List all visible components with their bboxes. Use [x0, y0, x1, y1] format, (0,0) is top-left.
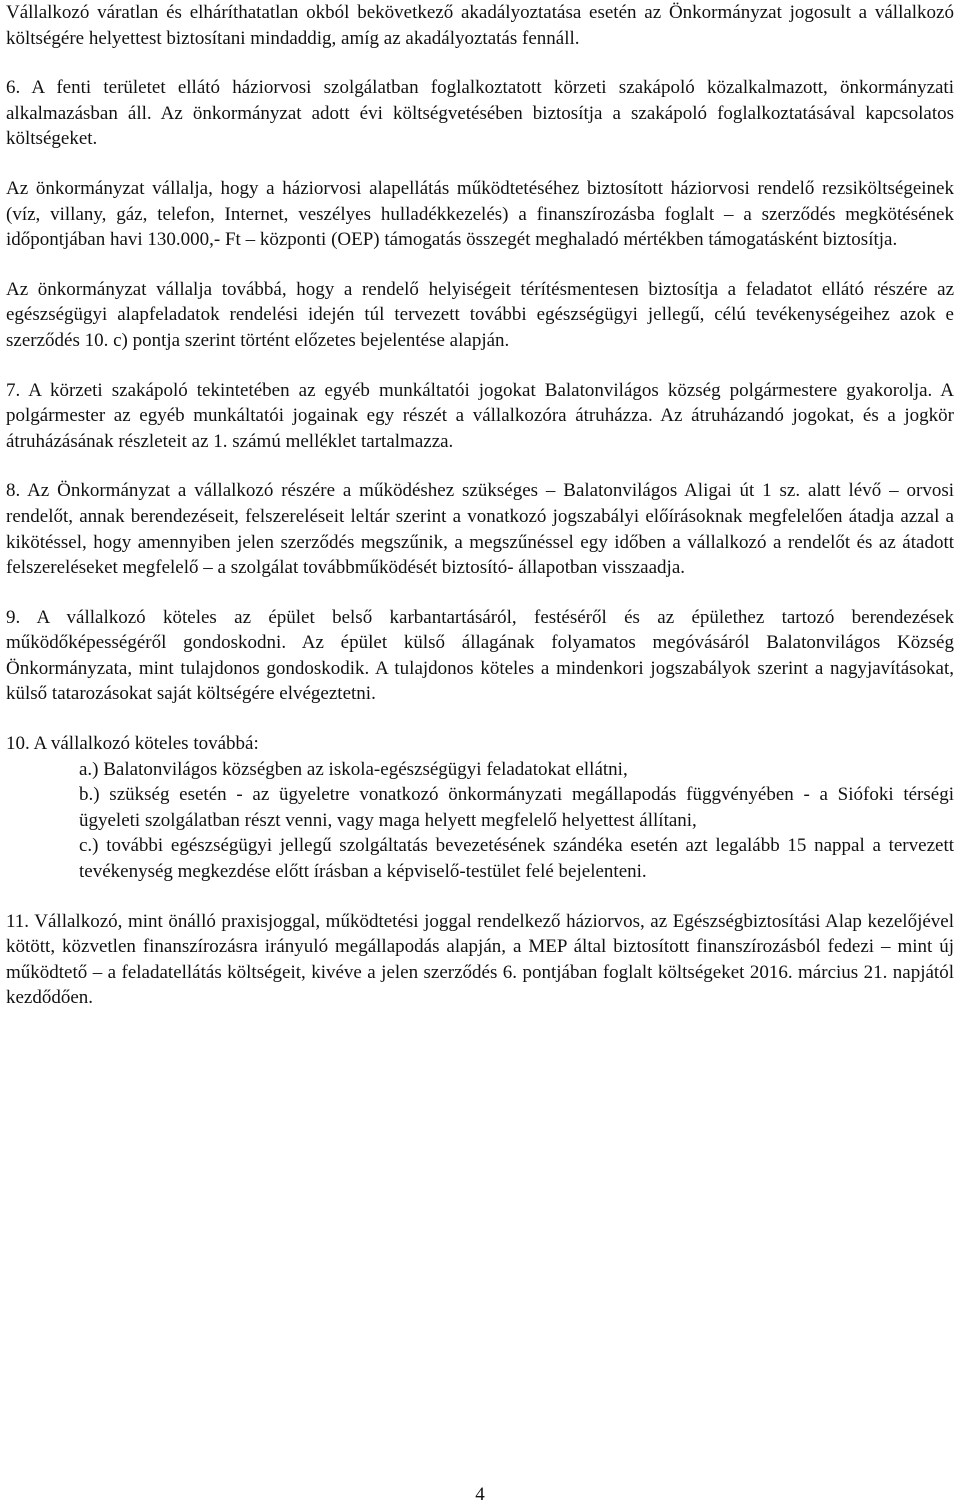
- page-number: 4: [475, 1484, 485, 1505]
- paragraph-8: 8. Az Önkormányzat a vállalkozó részére a működéshez szükséges – Balatonvilágos Aligai út 1 sz. alatt lévő – orvosi rendelőt, annak berendezéseit, felszereléseit leltár szerint a vonatkozó jogszabályi előírásoknak megfelelően átadja azzal a kikötéssel, hogy amennyiben jelen szerződés megszűnik, a megszűnéssel egy időben a vállalkozó a rendelőt és az átadott felszereléseket megfelelő – a szolgálat továbbműködését biztosító- állapotban visszaadja.: [6, 480, 954, 579]
- paragraph-10: 10. A vállalkozó köteles továbbá:: [6, 733, 259, 755]
- paragraph-intro: Vállalkozó váratlan és elháríthatatlan okból bekövetkező akadályoztatása esetén az Önkormányzat jogosult a vállalkozó költségére helyettest biztosítani mindaddig, amíg az akadályoztatás fennáll.: [6, 2, 954, 49]
- paragraph-6-rent: Az önkormányzat vállalja, hogy a háziorvosi alapellátás működtetéséhez biztosított háziorvosi rendelő rezsiköltségeinek (víz, villany, gáz, telefon, Internet, veszélyes hulladékkezelés) a finanszírozásba foglalt – a szerződés megkötésének időpontjában havi 130.000,- Ft – központi (OEP) támogatás összegét meghaladó mértékben támogatásként biztosítja.: [6, 177, 954, 251]
- paragraph-6-premises: Az önkormányzat vállalja továbbá, hogy a rendelő helyiségeit térítésmentesen biztosítja a feladatot ellátó részére az egészségügyi alapfeladatok rendelési idején túl tervezett további egészségügyi jellegű, célú tevékenységeihez azok e szerződés 10. c) pontja szerint történt előzetes bejelentése alapján.: [6, 278, 954, 351]
- paragraph-11: 11. Vállalkozó, mint önálló praxisjoggal, működtetési joggal rendelkező háziorvos, az Egészségbiztosítási Alap kezelőjével kötött, közvetlen finanszírozásra irányuló megállapodás alapján, a MEP által biztosított finanszírozásból fedezi – mint új működtető – a feladatellátás költségeit, kivéve a jelen szerződés 6. pontjában foglalt költségeket 2016. március 21. napjától kezdődően.: [6, 910, 954, 1009]
- paragraph-9: 9. A vállalkozó köteles az épület belső karbantartásáról, festéséről és az épülethez tartozó berendezések működőképességéről gondoskodni. Az épület külső állagának folyamatos megóvásáról Balatonvilágos Község Önkormányzata, mint tulajdonos gondoskodik. A tulajdonos köteles a mindenkori jogszabályok szerint a nagyjavításokat, külső tatarozásokat saját költségére elvégeztetni.: [6, 606, 954, 705]
- document-page: [6, 0, 954, 1011]
- list-item-10a: a.) Balatonvilágos községben az iskola-egészségügyi feladatokat ellátni,: [79, 758, 628, 780]
- list-item-10c: c.) további egészségügyi jellegű szolgáltatás bevezetésének szándéka esetén azt legalább 15 nappal a tervezett tevékenység megkezdése előtt írásban a képviselő-testület felé bejelenteni.: [79, 835, 954, 883]
- list-item-10b: b.) szükség esetén - az ügyeletre vonatkozó önkormányzati megállapodás függvényében - a Siófoki térségi ügyeleti szolgálatban részt venni, vagy maga helyett megfelelő helyettest állítani,: [79, 784, 954, 831]
- paragraph-6: 6. A fenti területet ellátó háziorvosi szolgálatban foglalkoztatott körzeti szakápoló közalkalmazott, önkormányzati alkalmazásban áll. Az önkormányzat adott évi költségvetésében biztosítja a szakápoló foglalkoztatásával kapcsolatos költségeket.: [6, 77, 954, 150]
- paragraph-7: 7. A körzeti szakápoló tekintetében az egyéb munkáltatói jogokat Balatonvilágos község polgármestere gyakorolja. A polgármester az egyéb munkáltatói jogainak egy részét a vállalkozóra átruházza. Az átruházandó jogokat, és a jogkör átruházásának részleteit az 1. számú melléklet tartalmazza.: [6, 379, 954, 452]
